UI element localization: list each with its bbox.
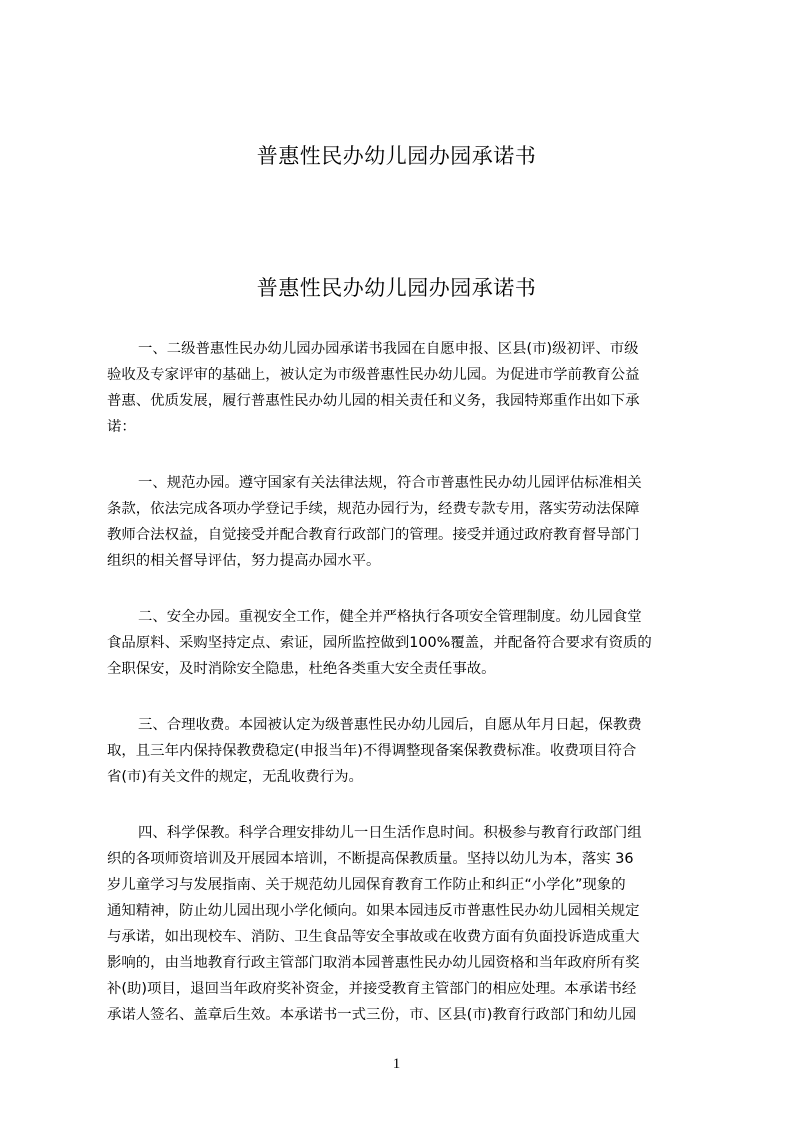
paragraph-line: 影响的，由当地教育行政主管部门取消本园普惠性民办幼儿园资格和当年政府所有奖 [107,955,640,971]
page-number: 1 [392,1056,401,1072]
paragraph-line: 组织的相关督导评估，努力提高办园水平。 [107,553,381,569]
document-body [107,336,698,1058]
paragraph-reasonable-fees [107,712,698,790]
paragraph-standard-operation [107,470,698,574]
paragraph-line: 补(助)项目，退回当年政府奖补资金，并接受教育主管部门的相应处理。本承诺书经 [107,981,637,997]
document-header-title: 普惠性民办幼儿园办园承诺书 [256,144,537,168]
document-main-title: 普惠性民办幼儿园办园承诺书 [256,276,537,300]
paragraph-line: 二、安全办园。重视安全工作，健全并严格执行各项安全管理制度。幼儿园食堂 [138,609,642,625]
paragraph-intro [107,336,698,440]
paragraph-line: 条款，依法完成各项办学登记手续，规范办园行为，经费专款专用，落实劳动法保障 [107,501,640,517]
paragraph-line: 食品原料、采购坚持定点、索证，园所监控做到100%覆盖，并配备符合要求有资质的 [107,635,652,651]
paragraph-line: 验收及专家评审的基础上，被认定为市级普惠性民办幼儿园。为促进市学前教育公益 [107,367,640,383]
paragraph-line: 诺： [107,419,136,435]
paragraph-line: 教师合法权益，自觉接受并配合教育行政部门的管理。接受并通过政府教育督导部门 [107,527,640,543]
paragraph-line: 一、规范办园。遵守国家有关法律法规，符合市普惠性民办幼儿园评估标准相关 [138,475,642,491]
paragraph-line: 织的各项师资培训及开展园本培训，不断提高保教质量。坚持以幼儿为本，落实 36 [107,851,634,867]
paragraph-safe-operation [107,604,698,682]
paragraph-line: 与承诺，如出现校车、消防、卫生食品等安全事故或在收费方面有负面投诉造成重大 [107,929,640,945]
paragraph-line: 四、科学保教。科学合理安排幼儿一日生活作息时间。积极参与教育行政部门组 [138,825,642,841]
paragraph-line: 取，且三年内保持保教费稳定(申报当年)不得调整现备案保教费标准。收费项目符合 [107,743,637,759]
paragraph-line: 全职保安，及时消除安全隐患，杜绝各类重大安全责任事故。 [107,661,496,677]
paragraph-line: 普惠、优质发展，履行普惠性民办幼儿园的相关责任和义务，我园特郑重作出如下承 [107,393,640,409]
paragraph-line: 岁儿童学习与发展指南、关于规范幼儿园保育教育工作防止和纠正“小学化”现象的 [107,877,626,893]
paragraph-line: 三、合理收费。本园被认定为级普惠性民办幼儿园后，自愿从年月日起，保教费 [138,717,642,733]
paragraph-line: 一、二级普惠性民办幼儿园办园承诺书我园在自愿申报、区县(市)级初评、市级 [138,341,639,357]
paragraph-line: 承诺人签名、盖章后生效。本承诺书一式三份，市、区县(市)教育行政部门和幼儿园 [107,1007,637,1023]
paragraph-line: 通知精神，防止幼儿园出现小学化倾向。如果本园违反市普惠性民办幼儿园相关规定 [107,903,640,919]
paragraph-scientific-education [107,820,698,1028]
paragraph-line: 省(市)有关文件的规定，无乱收费行为。 [107,769,363,785]
